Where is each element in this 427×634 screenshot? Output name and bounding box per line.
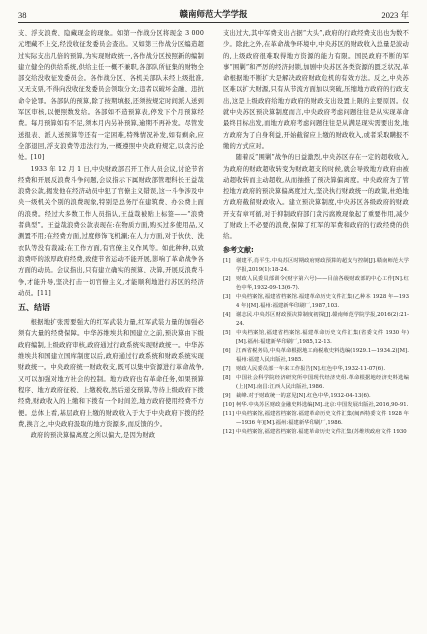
reference-text: 中央档案馆,福建省档案馆.福建革命历史文件汇集(省委文件 1930 年)[M].福州:福建新华印刷厂,1985,12-13.	[236, 329, 409, 345]
reference-item	[223, 374, 409, 392]
page-header	[18, 8, 409, 23]
reference-item	[223, 365, 409, 374]
reference-number: [4]	[223, 311, 231, 318]
right-column	[223, 28, 409, 628]
reference-text: 裁峰.对于财政统一的意见[N].红色中华,1932-04-13(6).	[236, 392, 371, 399]
reference-number: [2]	[223, 275, 231, 282]
reference-number: [1]	[223, 257, 231, 264]
reference-item	[223, 428, 409, 437]
reference-item	[223, 293, 409, 311]
reference-number: [3]	[223, 293, 231, 300]
reference-number: [12]	[223, 428, 235, 435]
reference-number: [5]	[223, 329, 231, 336]
reference-list	[223, 257, 409, 437]
reference-number: [9]	[223, 392, 231, 399]
reference-text: 财政人民委员部一年来工作报告[N].红色中华,1932-11-07(6).	[236, 365, 386, 372]
reference-item	[223, 311, 409, 329]
body-paragraph: 政府的预决算偏离度之所以偏大,是因为财政	[30, 432, 156, 440]
reference-item	[223, 257, 409, 275]
reference-number: [8]	[223, 374, 231, 381]
reference-text: 柯华.中央苏区财政金融史料选编[M].北京:中国发展出版社,2016,90-91.	[236, 401, 409, 408]
reference-item	[223, 410, 409, 428]
journal-title: 赣南师范大学学报	[179, 10, 248, 20]
reference-item	[223, 347, 409, 365]
reference-text: 江西省税务局,中央革命根据地工商税收史料选编(1929.1—1934.2)[M].福州:福建人民出版社,1985.	[236, 347, 409, 363]
reference-text: 谢建平,肖平生.中央苏区时期政府财政预算的超支与控制[J].赣南师范大学学报,2019(1):18-24.	[236, 257, 409, 273]
body-paragraph: 1933 年 12 月 1 日,中央财政部召开工作人员会议,讨论节省经费和开展反浪费斗争问题,会议指示下属财政部管理科长王益哉浪费公款,揭发他在经济动员中犯了官僚主义错误,这一斗争涉及中央一级机关个别的浪费现象,特别是总务厅在建筑费、办公费上面的浪费。经过大多数工作人员指认,王益哉被贴上标签——“浪费者典型”。王益哉浪费公款表现在:在物质方面,购买过多使用品,又测置不用;在经费方面,过度修饰飞机涮;在人力方面,对于伙伕、洗衣队等没有裁减;在工作方面,有官僚主义作风等。如此种种,以致浪费吓的浓厚政府经费,致使节省运动不能开展,影响了革命战争各方面的动员。会议指出,只有建立确实的预算、决算,开展反浪费斗争,才能升导,坚决打击一切官僚主义,才能顺利地进行苏区的经济动员。[11]	[18, 165, 204, 297]
body-paragraph: 支、浮支浪费、隐藏现金的现象。如第一作战分区将现金 3 000 元埋藏不上交,经没收征发委员会查出。又如第三作战分区编造超过实际支出几倍的预算,为实现财政统一,各作战分区按照新的编制建立健全的供给系统,供给主任一概不兼职,各部队所征集的财物全部交给没收征发委员会。各作战分区、各机关部队未经上级批准,又无支票,不得向没收征发委员会领取分文;违者以破坏金融、违抗命令论罪。各部队的预算,除了按期填报,还须按规定时间派人送到军区审核,以便照数发给。各部如不造预算表,停发下个月预算经费。每月预算如有不足,须本月内另补预算,逾期不再补发。尽管发送报表、派人送预算等还有一定困难,特殊情况补发,如有剩余,应全部退回,浮支浪费等违法行为,一概遵照中央政府规定,以贪污论处。[10]	[18, 30, 204, 162]
references-heading: 参考文献:	[223, 245, 254, 254]
reference-number: [7]	[223, 365, 231, 372]
reference-text: 财政人民委员部训令(财字第六号)——目前各级财政部的中心工作[N].红色中华,1932-09-13(6-7).	[236, 275, 409, 291]
body-paragraph: 支出过大,其中军费支出占据“大头”,政府的行政经费支出也为数不少。除此之外,在革命战争环境中,中央苏区的财政收入总量是波动的,上级政府很难取得地方资源的能力有限。国民政府不断的军事“围剿”和严厉的经济封锁,加剧中央苏区各类资源的匮乏状况,革命根据地不断扩大是解决政府财政危机的有效方法。反之,中央苏区难以扩大财源,只有从节流方面加以突破,压缩地方政府的行政支出,这是上级政府给地方政府的财政支出设置上限的主要原因。仅就中央苏区预决算制度而言,中央政府考虑问题往往是从实现革命最终目标出发,而地方政府考虑问题往往是从满足现实需要出发,地方政府为了自身利益,开始截留应上缴的财政收入,或者采取瞒报不缴的方式应对。	[223, 30, 409, 150]
reference-text: 谢志民.中央苏区财政预决算制度初探[J].赣南师范学院学报,2016(2):21-24.	[236, 311, 409, 327]
left-column	[18, 28, 204, 628]
body-paragraph: 根据地扩张需要强大的红军武装力量,红军武装力量的加强必须有大量的经费保障。中华苏维埃共和国建立之前,预决算由下级政府编制,上级政府审核,政府通过行政系统实现财政统一。中华苏维埃共和国建立国库制度以后,政府通过行政系统和财政系统实现财政统一。中央政府统一财政收支,既可以集中资源进行革命战争,又可以加强对地方社会的控制。地方政府也有革命任务,如果预算程序、地方政府征税、上缴税收,然后递交预算,等待上级政府下拨经费,财政收入的上缴和下拨有一个时间差,地方政府使用经费不方便。总体上看,基层政府上缴的财政收入于大于中央政府下拨的经费,换言之,中央政府汲取的地方资源多,而反馈的少。	[18, 319, 204, 428]
reference-number: [6]	[223, 347, 231, 354]
reference-number: [11]	[223, 410, 235, 417]
reference-item	[223, 329, 409, 347]
reference-text: 中央档案馆,福建省档案馆.福建革命历史文件汇集(苏维埃政府文件 1930	[236, 428, 407, 435]
reference-number: [10]	[223, 401, 235, 408]
body-paragraph: 随着反“围剿”战争的日益激烈,中央苏区存在一定的超收收入,为政府的财政超收转变为财政超支的时候,就会导致地方政府由被动超收转而主动超收,从而抽推了预决算偏离度。中央政府为了管控地方政府的预决算偏离度过大,坚决执行财政统一的政策,杜绝地方政府截留财政收入。建立预决算制度,中央苏区各级政府的财政开支有章可循,对于抑制政府部门贪污腐败现象起了重要作用,减少了财政上不必要的浪费,保障了红军的军费和政府的行政经费的供给。	[223, 154, 409, 241]
reference-text: 中国社会科学院经济研究所中国现代经济史组.革命根据地经济史料选编(上)[M].南昌:江西人民出版社,1986.	[236, 374, 409, 390]
section-heading: 五、结语	[18, 303, 50, 313]
page-number: 38	[18, 10, 27, 20]
journal-year: 2023 年	[381, 10, 409, 20]
reference-item	[223, 275, 409, 293]
reference-text: 中央档案馆,福建省档案馆.福建革命历史文件汇集(闽西特委文件 1928 年—1936 年)[M].福州:福建新华印刷厂,1986.	[236, 410, 409, 426]
reference-text: 中央档案馆,福建省档案馆.福建革命历史文件汇集(乙种本 1928 年—1934 年)[M].福州:福建新华印刷厂,1987,103.	[236, 293, 409, 309]
reference-item	[223, 401, 409, 410]
reference-item	[223, 392, 409, 401]
